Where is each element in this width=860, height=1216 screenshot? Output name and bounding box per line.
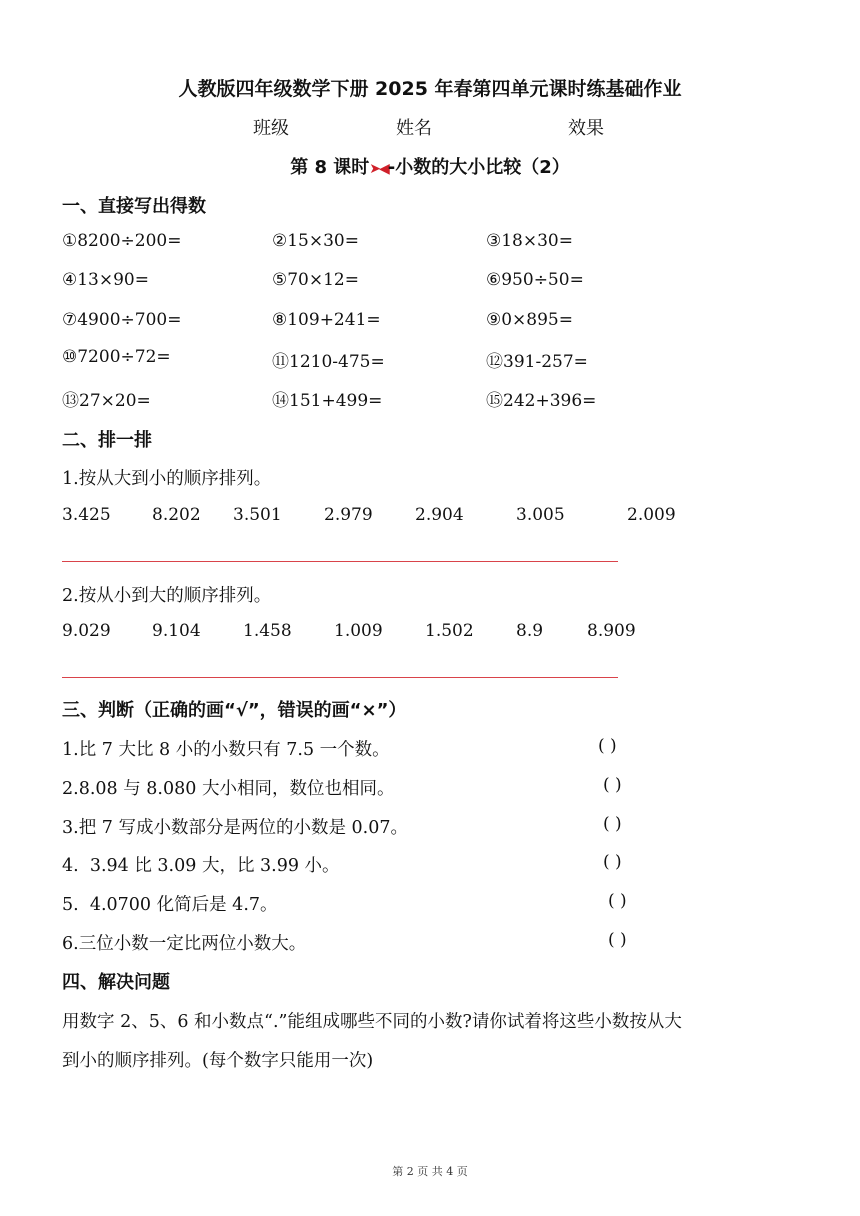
problem-text-line-2: 到小的顺序排列。(每个数字只能用一次) (62, 1051, 374, 1071)
red-ribbon-bow-icon: ➤◀ (369, 161, 388, 177)
effect-label: 效果 (568, 118, 604, 139)
section-4-heading: 四、解决问题 (62, 972, 170, 993)
judge-item: 1.比 7 大比 8 小的小数只有 7.5 一个数。 (62, 740, 390, 760)
section-1-heading: 一、直接写出得数 (62, 196, 206, 217)
calc-item: ⑫391-257= (486, 352, 588, 372)
answer-blank[interactable]: ( ) (603, 814, 622, 834)
judge-item: 6.三位小数一定比两位小数大。 (62, 934, 307, 954)
sort-number: 2.904 (415, 505, 464, 525)
calc-item: ③18×30= (486, 231, 573, 251)
sort-number: 8.202 (152, 505, 201, 525)
calc-item: ⑨0×895= (486, 310, 573, 330)
lesson-prefix: 第 8 课时 (290, 157, 370, 178)
answer-blank[interactable]: ( ) (608, 930, 627, 950)
sort-number: 2.979 (324, 505, 373, 525)
judge-item: 5. 4.0700 化简后是 4.7。 (62, 895, 278, 915)
page-footer: 第 2 页 共 4 页 (392, 1165, 468, 1178)
sort-question-1: 1.按从大到小的顺序排列。 (62, 469, 272, 489)
answer-blank[interactable]: ( ) (608, 891, 627, 911)
sort-number: 3.501 (233, 505, 282, 525)
calc-item: ⑬27×20= (62, 391, 151, 411)
lesson-suffix: -小数的大小比较（2） (387, 157, 570, 178)
answer-blank[interactable]: ( ) (603, 852, 622, 872)
sort-question-2: 2.按从小到大的顺序排列。 (62, 586, 272, 606)
class-label: 班级 (253, 118, 289, 139)
sort-number: 1.458 (243, 621, 292, 641)
calc-item: ⑪1210-475= (272, 352, 385, 372)
name-label: 姓名 (396, 118, 432, 139)
sort-number: 1.009 (334, 621, 383, 641)
calc-item: ⑭151+499= (272, 391, 383, 411)
judge-item: 4. 3.94 比 3.09 大，比 3.99 小。 (62, 856, 340, 876)
calc-item: ⑮242+396= (486, 391, 597, 411)
answer-line[interactable] (62, 677, 618, 678)
answer-blank[interactable]: ( ) (598, 736, 617, 756)
calc-item: ⑤70×12= (272, 270, 359, 290)
section-3-heading: 三、判断（正确的画“√”，错误的画“×”） (62, 700, 407, 721)
calc-item: ⑦4900÷700= (62, 310, 182, 330)
calc-item: ⑥950÷50= (486, 270, 584, 290)
judge-item: 3.把 7 写成小数部分是两位的小数是 0.07。 (62, 818, 408, 838)
sort-number: 9.029 (62, 621, 111, 641)
answer-blank[interactable]: ( ) (603, 775, 622, 795)
sort-number: 2.009 (627, 505, 676, 525)
calc-item: ②15×30= (272, 231, 359, 251)
section-2-heading: 二、排一排 (62, 430, 152, 451)
page-title: 人教版四年级数学下册 2025 年春第四单元课时练基础作业 (178, 78, 682, 100)
lesson-title (0, 153, 860, 179)
calc-item: ①8200÷200= (62, 231, 182, 251)
calc-item: ④13×90= (62, 270, 149, 290)
problem-text-line-1: 用数字 2、5、6 和小数点“.”能组成哪些不同的小数?请你试着将这些小数按从大 (62, 1012, 682, 1032)
sort-number: 8.9 (516, 621, 544, 641)
calc-item: ⑩7200÷72= (62, 347, 171, 367)
sort-number: 8.909 (587, 621, 636, 641)
judge-item: 2.8.08 与 8.080 大小相同，数位也相同。 (62, 779, 395, 799)
calc-item: ⑧109+241= (272, 310, 381, 330)
answer-line[interactable] (62, 561, 618, 562)
sort-number: 3.425 (62, 505, 111, 525)
sort-number: 1.502 (425, 621, 474, 641)
sort-number: 9.104 (152, 621, 201, 641)
sort-number: 3.005 (516, 505, 565, 525)
